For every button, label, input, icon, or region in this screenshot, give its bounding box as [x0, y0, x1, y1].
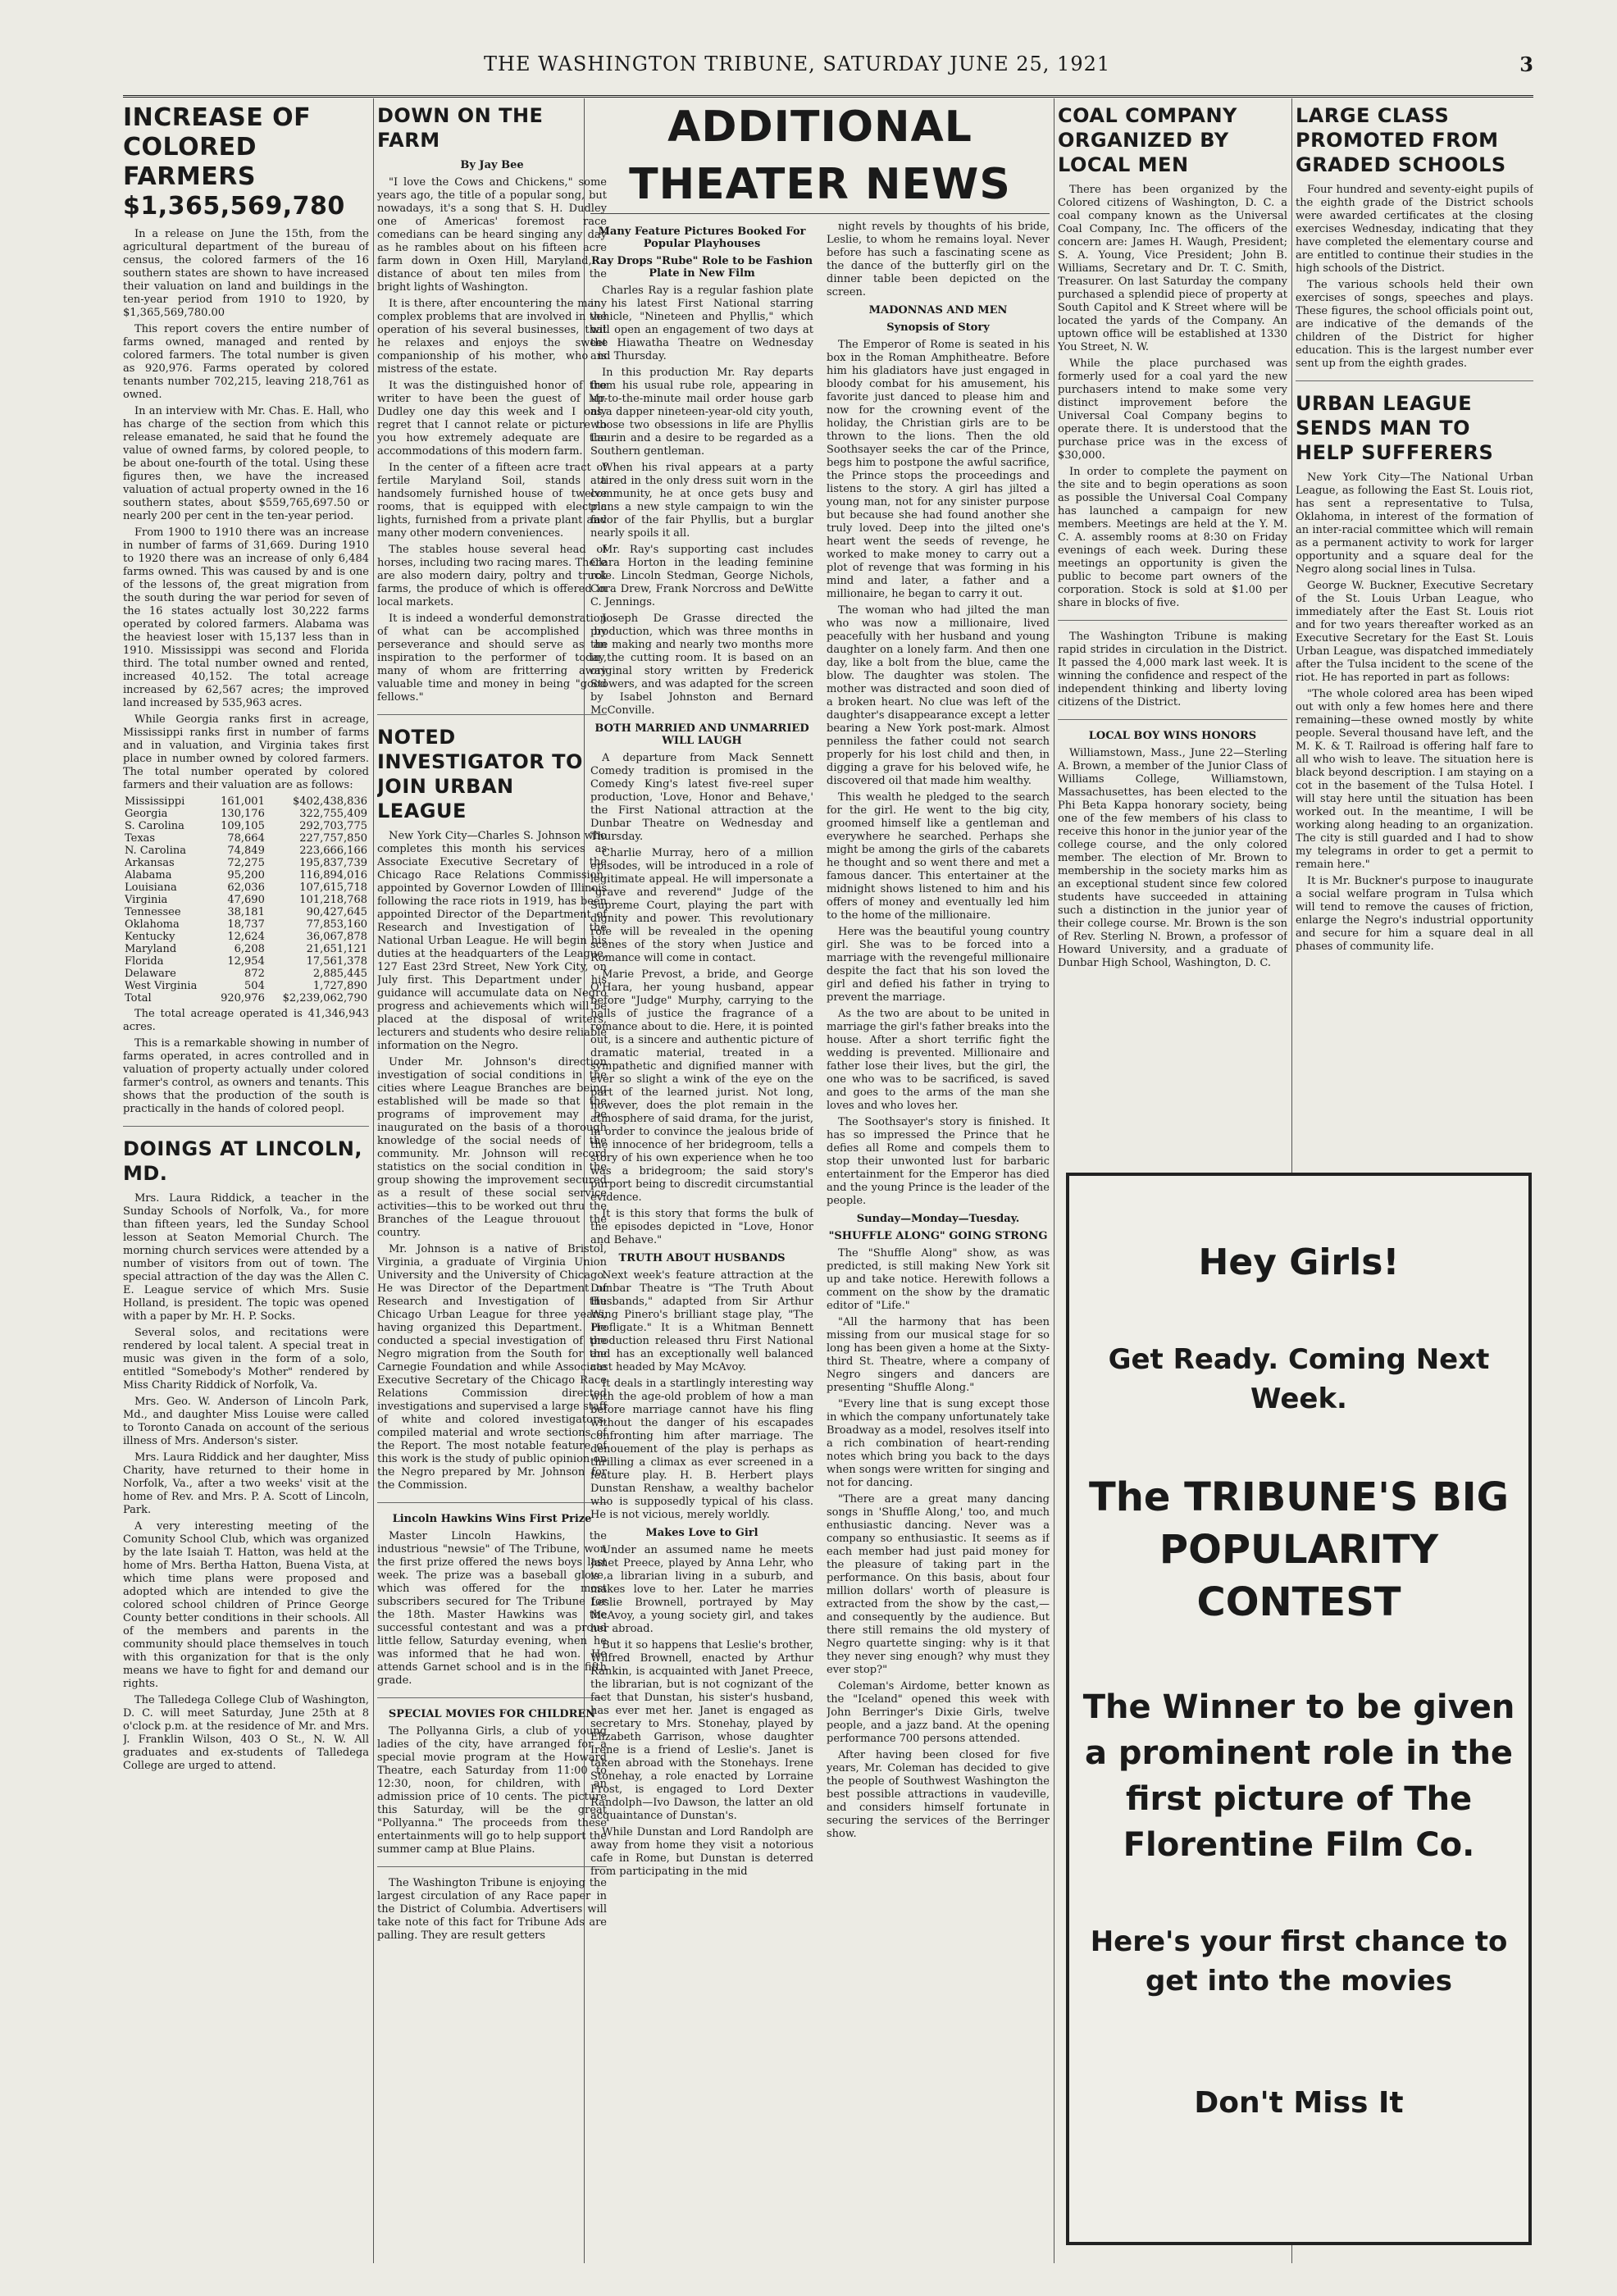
subheadline: BOTH MARRIED AND UNMARRIED WILL LAUGH [594, 722, 809, 747]
article-paragraph: There has been organized by the Colored citizens of Washington, D. C. a coal company known as the Universal Coal Company, Inc. The officers of the concern are: James H. Waugh, President; S. A. Young, Vice President; John B. Williams, Secretary and Dr. T. C. Smith, Treasurer. On last Saturday the company purchased a splendid piece of property at South Capitol and K Street where will be located the yards of the Company. An uptown office will be established at 1330 You Street, N. W. [1058, 184, 1287, 353]
farm-valuation: 90,427,645 [306, 906, 367, 918]
state-name: Virginia [125, 894, 168, 906]
subheadline: Makes Love to Girl [645, 1527, 758, 1539]
article-paragraph: The various schools held their own exercises of songs, speeches and plays. These figures, the school officials point out, are indicative of the demands of the children of the District for higher education. This is the largest number ever sent up from the eighth grades. [1296, 279, 1533, 370]
statistics-row [123, 906, 369, 918]
ad-call-to-action: Don't Miss It [1194, 2086, 1404, 2120]
article-paragraph: The Pollyanna Girls, a club of young ladies of the city, have arranged for a special movie program at the Howard Theatre, each Saturday from 11:00 to 12:30, noon, for children, with an admission price of 10 cents. The picture this Saturday, will be the great "Pollyanna." The proceeds from these entertainments will go to help support the summer camp at Blue Plains. [377, 1725, 607, 1856]
statistics-row [123, 968, 369, 980]
article-paragraph: In the center of a fifteen acre tract of fertile Maryland Soil, stands a handsomely furnished house of twelve rooms, that is equipped with electric lights, furnished from a private plant and many other modern conveniences. [377, 462, 607, 540]
divider [377, 1866, 607, 1867]
article-paragraph: After having been closed for five years, Mr. Coleman has decided to give the people of Southwest Washington the best possible attractions in vaudeville, and considers himself fortunate in securing the services of the Berringer show. [827, 1749, 1050, 1840]
article-paragraph: While Dunstan and Lord Randolph are away from home they visit a notorious cafe in Rome, but Dunstan is deterred from participating in the mid [590, 1826, 813, 1878]
state-name: Alabama [125, 869, 172, 882]
article-paragraph: Mr. Ray's supporting cast includes Clara Horton in the leading feminine role. Lincoln Stedman, George Nichols, Cora Drew, Frank Norcross and DeWitte C. Jennings. [590, 544, 813, 608]
farm-statistics-table [123, 795, 369, 1004]
article-paragraph: It is indeed a wonderful demonstration of what can be accomplished by perseverance and should serve as an inspiration to the performer of today, many of whom are fritterring away valuable time and money in being "good fellows." [377, 613, 607, 704]
article-paragraph: The Washington Tribune is enjoying the largest circulation of any Race paper in the District of Columbia. Advertisers will take note of this fact for Tribune Ads are palling. They are result getters [377, 1877, 607, 1942]
farm-count: 78,664 [227, 832, 265, 845]
state-name: Texas [125, 832, 156, 845]
masthead [123, 49, 1533, 98]
divider [123, 1126, 369, 1127]
article-paragraph: In this production Mr. Ray departs from his usual rube role, appearing in up-to-the-minute mail order house garb as a dapper nineteen-year-old city youth, whose two obsessions in life are Phyllis Laurin and a desire to be regarded as a Southern gentleman. [590, 367, 813, 458]
farm-count: 18,737 [227, 918, 265, 931]
article-paragraph: Charlie Murray, hero of a million episodes, will be introduced in a role of legitimate appeal. He will impersonate a "grave and reverend" Judge of the Supreme Court, playing the part with dignity and power. This revolutionary role will be revealed in the opening scenes of the story when Justice and Romance will come in contact. [590, 847, 813, 964]
article-paragraph: It is there, after encountering the many complex problems that are involved in the operation of his several businesses, that he relaxes and enjoys the sweet companionship of his mother, who is mistress of the estate. [377, 298, 607, 376]
article-paragraph: This wealth he pledged to the search for the girl. He went to the big city, groomed himself like a gentleman and everywhere he searched. Perhaps she might be among the girls of the cabarets he thought and so went there and met a famous dancer. This entertainer at the midnight shows listened to him and his offers of money and eventually led him to the home of the millionaire. [827, 791, 1050, 922]
farm-count: 6,208 [234, 943, 265, 955]
article-paragraph: Mrs. Laura Riddick, a teacher in the Sunday Schools of Norfolk, Va., for more than fifteen years, led the Sunday School lesson at Seaton Memorial Church. The morning church services were attended by a number of visitors from out of town. The special attraction of the day was the Allen C. E. League service of which Mrs. Susie Holland, is president. The topic was opened with a paper by Mr. H. P. Socks. [123, 1192, 369, 1323]
statistics-row [123, 820, 369, 832]
theater-subcolumn-right [827, 221, 1050, 1882]
statistics-row [123, 980, 369, 992]
statistics-row [123, 955, 369, 968]
state-name: N. Carolina [125, 845, 186, 857]
farm-valuation: 101,218,768 [299, 894, 367, 906]
divider [1296, 380, 1533, 381]
article-paragraph: Under an assumed name he meets Janet Preece, played by Anna Lehr, who is a librarian living in a suburb, and makes love to her. Later he marries Leslie Brownell, portrayed by May McAvoy, a young society girl, and takes her abroad. [590, 1544, 813, 1635]
article-paragraph: Coleman's Airdome, better known as the "Iceland" opened this week with John Berringer's Dixie Girls, twelve people, and a jazz band. At the opening performance 700 persons attended. [827, 1680, 1050, 1745]
article-paragraph: "Every line that is sung except those in which the company unfortunately take Broadway as a model, resolves itself into a rich combination of heart-rending notes which bring you back to the days when songs were written for singing and not for dancing. [827, 1398, 1050, 1489]
farm-count: 504 [244, 980, 265, 992]
state-name: Louisiana [125, 882, 177, 894]
headline-special-movies: SPECIAL MOVIES FOR CHILDREN [388, 1708, 596, 1720]
article-paragraph: night revels by thoughts of his bride, Leslie, to whom he remains loyal. Never before has such a fascinating scene as the dance of the butterfly girl on the dinner table been depicted on the screen. [827, 221, 1050, 298]
state-name: West Virginia [125, 980, 198, 992]
statistics-row [123, 894, 369, 906]
article-paragraph: Charles Ray is a regular fashion plate in his latest First National starring vehicle, "Nineteen and Phyllis," which will open an engagement of two days at the Hiawatha Theatre on Wednesday and Thursday. [590, 285, 813, 362]
article-paragraph: It was the distinguished honor of the writer to have been the guest of Mr. Dudley one day this week and I only regret that I cannot relate or picture to you how extremely adequate are the accommodations of this modern farm. [377, 380, 607, 458]
statistics-row [123, 845, 369, 857]
headline-urban-league: URBAN LEAGUE SENDS MAN TO HELP SUFFERERS [1296, 392, 1494, 464]
subheadline: Ray Drops "Rube" Role to be Fashion Plate in New Film [590, 255, 813, 280]
popularity-contest-advertisement [1066, 1173, 1532, 2245]
column-theater-news [590, 98, 1050, 2263]
farm-valuation: 116,894,016 [299, 869, 367, 882]
article-paragraph: It deals in a startlingly interesting way with the age-old problem of how a man before marriage cannot have his fling without the danger of his escapades confronting him after marriage. The denouement of the play is perhaps as thrilling a climax as ever screened in a feature play. H. B. Herbert plays Dunstan Renshaw, a wealthy bachelor who is supposedly typical of his class. He is not vicious, merely worldly. [590, 1378, 813, 1521]
state-name: Kentucky [125, 931, 175, 943]
article-paragraph: Mrs. Geo. W. Anderson of Lincoln Park, Md., and daughter Miss Louise were called to Toronto Canada on account of the serious illness of Mrs. Anderson's sister. [123, 1396, 369, 1447]
article-paragraph: Joseph De Grasse directed the production, which was three months in the making and nearly two months more in the cutting room. It is based on an original story written by Frederick Stowers, and was adapted for the screen by Isabel Johnston and Bernard McConville. [590, 613, 813, 717]
subheadline: Many Feature Pictures Booked For Popular Playhouses [598, 226, 806, 250]
farm-valuation: 107,615,718 [299, 882, 367, 894]
divider [377, 1697, 607, 1698]
farm-valuation: 1,727,890 [312, 980, 367, 992]
headline-local-boy-wins: LOCAL BOY WINS HONORS [1088, 730, 1257, 742]
farm-valuation: 227,757,850 [299, 832, 367, 845]
article-paragraph: This report covers the entire number of farms owned, managed and rented by colored farmers. The total number is given as 920,976. Farms operated by colored tenants number 702,215, leaving 218,761 as owned. [123, 323, 369, 401]
farm-valuation: 2,885,445 [312, 968, 367, 980]
headline-noted-investigator: NOTED INVESTIGATOR TO JOIN URBAN LEAGUE [377, 726, 583, 822]
ad-chance-text: Here's your first chance to get into the movies [1090, 1925, 1508, 1998]
divider [377, 1502, 607, 1503]
farm-valuation: 17,561,378 [306, 955, 367, 968]
column-rule [373, 98, 374, 2263]
byline: By Jay Bee [460, 159, 524, 171]
statistics-row [123, 943, 369, 955]
article-paragraph: Here was the beautiful young country girl. She was to be forced into a marriage with the revengeful millionaire despite the fact that his son loved the girl and defied his father in trying to prevent the marriage. [827, 926, 1050, 1004]
state-name: Tennessee [125, 906, 181, 918]
divider [377, 714, 607, 715]
article-paragraph: The Washington Tribune is making rapid strides in circulation in the District. It passed the 4,000 mark last week. It is winning the confidence and respect of the independent thinking and liberty loving citizens of the District. [1058, 631, 1287, 708]
headline-additional-theater-news: ADDITIONAL THEATER NEWS [590, 98, 1050, 214]
article-paragraph: Several solos, and recitations were rendered by local talent. A special treat in music was given in the form of a solo, entitled "Somebody's Mother" rendered by Miss Charity Riddick of Norfolk, Va. [123, 1327, 369, 1392]
article-paragraph: While Georgia ranks first in acreage, Mississippi ranks first in number of farms and in valuation, and Virginia takes first place in number owned by colored farmers. The total number operated by colored farmers and their valuation are as follows: [123, 713, 369, 791]
headline-lincoln-hawkins: Lincoln Hawkins Wins First Prize [392, 1513, 592, 1525]
column-coal-company [1058, 98, 1287, 1156]
article-paragraph: George W. Buckner, Executive Secretary of the St. Louis Urban League, who immediately after the East St. Louis riot and for two years thereafter worked as an Executive Secretary for the East St. Louis Urban League, was dispatched immediately after the Tulsa incident to the scene of the riot. He has reported in part as follows: [1296, 580, 1533, 684]
divider [1058, 620, 1287, 621]
article-paragraph: New York City—Charles S. Johnson who completes this month his services as Associate Executive Secretary of the Chicago Race Relations Commission, appointed by Governor Lowden of Illinois following the race riots in 1919, has been appointed Director of the Department of Research and Investigation of the National Urban League. He will begin his duties at the headquarters of the League, 127 East 23rd Street, New York City, on July first. This Department under his guidance will accumulate data on Negro progress and achievements which will be placed at the disposal of writers, lecturers and students who desire reliable information on the Negro. [377, 830, 607, 1052]
farm-valuation: 322,755,409 [299, 808, 367, 820]
article-paragraph: When his rival appears at a party attired in the only dress suit worn in the community, he at once gets busy and plans a new style campaign to win the favor of the fair Phyllis, but a burglar nearly spoils it all. [590, 462, 813, 540]
article-paragraph: In order to complete the payment on the site and to begin operations as soon as possible the Universal Coal Company has launched a campaign for new members. Meetings are held at the Y. M. C. A. assembly rooms at 8:30 on Friday evenings of each week. During these meetings an opportunity is given the public to become part owners of the corporation. Stock is sold at $1.00 per share in blocks of five. [1058, 466, 1287, 609]
article-paragraph: New York City—The National Urban League, as following the East St. Louis riot, has sent a representative to Tulsa, Oklahoma, in interest of the formation of an inter-racial committee which will remain as a permanent activity to work for larger opportunity and a square deal for the Negro along social lines in Tulsa. [1296, 472, 1533, 576]
farm-count: 12,624 [227, 931, 265, 943]
newspaper-dateline: THE WASHINGTON TRIBUNE, SATURDAY JUNE 25, 1921 [484, 52, 1111, 75]
ad-subline: Get Ready. Coming Next Week. [1108, 1343, 1490, 1415]
article-paragraph: The Emperor of Rome is seated in his box in the Roman Amphitheatre. Before him his gladiators have just engaged in bloody combat for his amusement, his favorite just danced to please him and now for the crowning event of the holiday, the Christian girls are to be thrown to the lions. Then the old Soothsayer seeks the car of the Prince, begs him to postpone the awful sacrifice, the Prince stops the proceedings and listens to the story. A girl has jilted a young man, not for any sinister purpose but because she had found another she truly loved. Deep into the jilted one's heart went the seeds of revenge, he worked to make money to carry out a plot of revenge that was forming in his mind and later, a father and a millionaire, he began to carry it out. [827, 339, 1050, 600]
article-paragraph: The Talledega College Club of Washington, D. C. will meet Saturday, June 25th at 8 o'clock p.m. at the residence of Mr. and Mrs. J. Franklin Wilson, 403 O St., N. W. All graduates and ex-students of Talledega College are urged to attend. [123, 1694, 369, 1772]
farm-valuation: $402,438,836 [293, 795, 367, 808]
farm-valuation: 195,837,739 [299, 857, 367, 869]
article-paragraph: Marie Prevost, a bride, and George O'Hara, her young husband, appear before "Judge" Murphy, carrying to the halls of justice the fragrance of a romance about to die. Here, it is pointed out, is a sincere and authentic picture of dramatic material, treated in a sympathetic and dignified manner with ever so slight a wink of the eye on the part of the learned jurist. Not long, however, does the plot remain in the atmosphere of said drama, for the jurist, in order to convince the jealous bride of the innocence of her bridegroom, tells a story of his own experience when he too was a bridegroom; the said story's purport being to discredit circumstantial evidence. [590, 968, 813, 1204]
subheadline: "SHUFFLE ALONG" GOING STRONG [828, 1230, 1048, 1242]
state-name: Delaware [125, 968, 176, 980]
article-paragraph: The stables house several head of horses, including two racing mares. There are also modern dairy, poltry and truck farms, the produce of which is offered in local markets. [377, 544, 607, 608]
farm-count: 12,954 [227, 955, 265, 968]
divider [1058, 719, 1287, 720]
article-paragraph: Mrs. Laura Riddick and her daughter, Miss Charity, have returned to their home in Norfolk, Va., after a two weeks' visit at the home of Rev. and Mrs. P. A. Scott of Lincoln, Park. [123, 1451, 369, 1516]
farm-count: 95,200 [227, 869, 265, 882]
farm-count: 161,001 [221, 795, 265, 808]
farm-valuation: 292,703,775 [299, 820, 367, 832]
article-paragraph: The Soothsayer's story is finished. It has so impressed the Prince that he defies all Rome and compels them to stop their unwonted lust for barbaric entertainment for the Emperor has died and the young Prince is the leader of the people. [827, 1116, 1050, 1207]
page-number: 3 [1519, 52, 1533, 76]
headline-doings-at-lincoln: DOINGS AT LINCOLN, MD. [123, 1137, 362, 1185]
statistics-row [123, 869, 369, 882]
article-paragraph: In an interview with Mr. Chas. E. Hall, who has charge of the section from which this release emanated, he said that he found the value of owned farms, by colored people, to be about one-fourth of the total. Using these figures then, we have the increased valuation of actual property owned in the 16 southern states, about $559,765,697.50 or nearly 200 per cent in the ten-year period. [123, 405, 369, 522]
ad-headline: Hey Girls! [1198, 1241, 1400, 1283]
subheadline: Sunday—Monday—Tuesday. [856, 1213, 1020, 1225]
article-paragraph: It is this story that forms the bulk of the episodes depicted in "Love, Honor and Behave." [590, 1208, 813, 1246]
statistics-row [123, 832, 369, 845]
state-name: Florida [125, 955, 164, 968]
article-paragraph: Mr. Johnson is a native of Bristol, Virginia, a graduate of Virginia Union University and the University of Chicago. He was Director of the Department of Research and Investigation of the Chicago Urban League for three years, having organized this Department. He conducted a special investigation of the Negro migration from the South for the Carnegie Foundation and while Associate Executive Secretary of the Chicago Race Relations Commission directed investigations and supervised a large staff of white and colored investigators, compiled material and wrote sections of the Report. The most notable feature of this work is the study of public opinion on the Negro prepared by Mr. Johnson for the Commission. [377, 1243, 607, 1492]
article-paragraph: The woman who had jilted the man who was now a millionaire, lived peacefully with her husband and young daughter on a lonely farm. And then one day, like a bolt from the blue, came the blow. The daughter was stolen. The mother was distracted and soon died of a broken heart. No clue was left of the daughter's disappearance except a letter bearing a New York post-mark. Almost penniless the father could not search properly for his lost child and then, in digging a grave for his beloved wife, he discovered oil that made him wealthy. [827, 604, 1050, 787]
article-paragraph: Williamstown, Mass., June 22—Sterling A. Brown, a member of the Junior Class of Williams College, Williamstown, Massachusettes, has been elected to the Phi Beta Kappa honorary society, being one of the few members of his class to receive this honor in the junior year of the college course, and the only colored member. The election of Mr. Brown to membership in the society marks him as an exceptional student since few colored students have succeeded in attaining such a distinction in the junior year of their college course. Mr. Brown is the son of Rev. Sterling N. Brown, a professor of Howard University, and a graduate of Dunbar High School, Washington, D. C. [1058, 747, 1287, 969]
article-paragraph: "I love the Cows and Chickens," some years ago, the title of a popular song, but nowadays, it's a song that S. H. Dudley one of Americas' foremost race comedians can be heard singing any day as he rambles about on his fifteen acre farm down in Oxen Hill, Maryland, a distance of about ten miles from the bright lights of Washington. [377, 176, 607, 294]
headline-down-on-the-farm: DOWN ON THE FARM [377, 104, 544, 152]
farm-count: 74,849 [227, 845, 265, 857]
statistics-row [123, 795, 369, 808]
article-paragraph: "There are a great many dancing songs in 'Shuffle Along,' too, and much enthusiastic dancing. Never was a company so enthusiastic. It seems as if each member had just paid money for the pleasure of taking part in the performance. On this basis, about four million dollars' worth of pleasure is extracted from the show by the cast,—and consequently by the audience. But there still remains the old mystery of Negro quartette singing: why is it that they never sing enough? why must they ever stop?" [827, 1493, 1050, 1676]
farm-count: 62,036 [227, 882, 265, 894]
statistics-row [123, 918, 369, 931]
subheadline: TRUTH ABOUT HUSBANDS [618, 1252, 786, 1264]
farm-valuation: 77,853,160 [306, 918, 367, 931]
article-paragraph: Next week's feature attraction at the Dunbar Theatre is "The Truth About Husbands," adapted from Sir Arthur Wing Pinero's brilliant stage play, "The Profligate." It is a Whitman Bennett production released thru First National and has an exceptionally well balanced cast headed by May McAvoy. [590, 1269, 813, 1374]
theater-subcolumn-left [590, 221, 813, 1882]
statistics-total-row: Total 920,976 $2,239,062,790 [125, 992, 367, 1004]
article-paragraph: The total acreage operated is 41,346,943 acres. [123, 1008, 369, 1033]
article-paragraph: The "Shuffle Along" show, as was predicted, is still making New York sit up and take notice. Herewith follows a comment on the show by the dramatic editor of "Life." [827, 1247, 1050, 1312]
article-paragraph: Master Lincoln Hawkins, the industrious "newsie" of The Tribune, won the first prize offered the news boys last week. The prize was a baseball glove, which was offered for the most subscribers secured for The Tribune for the 18th. Master Hawkins was the successful contestant and was a proud little fellow, Saturday evening, when he was informed that he had won. He attends Garnet school and is in the fifth grade. [377, 1530, 607, 1687]
subheadline: MADONNAS AND MEN [868, 304, 1008, 317]
statistics-row [123, 808, 369, 820]
article-paragraph: As the two are about to be united in marriage the girl's father breaks into the house. After a short terrific fight the wedding is prevented. Millionaire and father lose their lives, but the girl, the one who was to be sacrificed, is saved and goes to the arms of the man she loves and who loves her. [827, 1008, 1050, 1112]
headline-coal-company: COAL COMPANY ORGANIZED BY LOCAL MEN [1058, 104, 1237, 176]
article-paragraph: A departure from Mack Sennett Comedy tradition is promised in the Comedy King's latest five-reel super production, 'Love, Honor and Behave,' the First National attraction at the Dunbar Theatre on Wednesday and Thursday. [590, 752, 813, 843]
article-paragraph: It is Mr. Buckner's purpose to inaugurate a social welfare program in Tulsa which will tend to remove the causes of friction, enlarge the Negro's industrial opportunity and secure for him a square deal in all phases of community life. [1296, 875, 1533, 953]
farm-count: 872 [244, 968, 265, 980]
ad-prize-text: The Winner to be given a prominent role in the first picture of The Florentine Film Co. [1082, 1688, 1515, 1864]
statistics-row [123, 931, 369, 943]
article-paragraph: Four hundred and seventy-eight pupils of the eighth grade of the District schools were awarded certificates at the closing exercises Wednesday, indicating that they have completed the elementary course and are entitled to continue their studies in the high schools of the District. [1296, 184, 1533, 275]
state-name: Mississippi [125, 795, 185, 808]
state-name: Arkansas [125, 857, 175, 869]
statistics-row [123, 882, 369, 894]
headline-colored-farmers: INCREASE OF COLORED FARMERS $1,365,569,780 [123, 103, 345, 221]
farm-count: 47,690 [227, 894, 265, 906]
article-paragraph: In a release on June the 15th, from the agricultural department of the bureau of census, the colored farmers of the 16 southern states are shown to have increased their valuation on land and buildings in the ten-year period from 1910 to 1920, by $1,365,569,780.00 [123, 228, 369, 319]
headline-large-class: LARGE CLASS PROMOTED FROM GRADED SCHOOLS [1296, 104, 1506, 176]
farm-valuation: 223,666,166 [299, 845, 367, 857]
farm-count: 109,105 [221, 820, 265, 832]
ad-contest-title: The TRIBUNE'S BIG POPULARITY CONTEST [1088, 1474, 1510, 1625]
article-paragraph: A very interesting meeting of the Comunity School Club, which was organized by the late Isaiah T. Hatton, was held at the home of Mrs. Bertha Hatton, Buena Vista, at which time plans were proposed and adopted which are intended to give the colored school children of Prince George County better conditions in their schools. All of the members and parents in the community should place themselves in touch with this organization for that is the only means we have to fight for and demand our rights. [123, 1520, 369, 1690]
farm-count: 130,176 [221, 808, 265, 820]
state-name: S. Carolina [125, 820, 184, 832]
state-name: Oklahoma [125, 918, 180, 931]
column-down-on-the-farm [377, 98, 607, 2263]
state-name: Maryland [125, 943, 177, 955]
article-paragraph: But it so happens that Leslie's brother, Wilfred Brownell, enacted by Arthur Rankin, is acquainted with Janet Preece, the librarian, but is not cognizant of the fact that Dunstan, his sister's husband, has ever met her. Janet is engaged as secretary to Mrs. Stonehay, played by Elizabeth Garrison, whose daughter Irene is a friend of Leslie's. Janet is taken abroad with the Stonehays. Irene Stonehay, a role enacted by Lorraine Frost, is engaged to Lord Dexter Randolph—Ivo Dawson, the latter an old acquaintance of Dunstan's. [590, 1639, 813, 1822]
subheadline: Synopsis of Story [886, 321, 990, 334]
farm-count: 38,181 [227, 906, 265, 918]
state-name: Georgia [125, 808, 168, 820]
farm-valuation: 36,067,878 [306, 931, 367, 943]
article-paragraph: "The whole colored area has been wiped out with only a few homes here and there remaining—these owned mostly by white people. Several thousand have left, and the M. K. & T. Railroad is offering half fare to all who wish to leave. The situation here is black beyond description. I am staying on a cot in the basement of the Tulsa Hotel. I will stay here until the situation has been worked out. In the meantime, I will be working along heading to an organization. The city is still guarded and I had to show my telegrams in order to get a permit to remain here." [1296, 688, 1533, 871]
article-paragraph: "All the harmony that has been missing from our musical stage for so long has been given a home at the Sixty-third St. Theatre, where a company of Negro singers and dancers are presenting "Shuffle Along." [827, 1316, 1050, 1394]
statistics-row [123, 857, 369, 869]
farm-valuation: 21,651,121 [306, 943, 367, 955]
article-paragraph: While the place purchased was formerly used for a coal yard the new purchasers intend to make some very distinct improvement before the Universal Coal Company begins to operate there. It is understood that the purchase price was in the excess of $30,000. [1058, 358, 1287, 462]
article-paragraph: From 1900 to 1910 there was an increase in number of farms of 31,669. During 1910 to 1920 there was an increase of only 6,484 farms owned. This was caused by and is one of the lessons of, the great migration from the south during the war period for seven of the 16 states actually lost 30,222 farms operated by colored farmers. Alabama was the heaviest loser with 15,137 less than in 1910. Mississippi was second and Florida third. The total number owned and rented, increased 40,152. The total acreage increased by 62,567 acres; the improved land increased by 535,963 acres. [123, 526, 369, 709]
article-paragraph: This is a remarkable showing in number of farms operated, in acres controlled and in valuation of property actually under colored farmer's control, as owners and tenants. This shows that the production of the south is practically in the hands of colored peopl. [123, 1037, 369, 1115]
article-paragraph: Under Mr. Johnson's direction investigation of social conditions in the cities where League Branches are being established will be made so that the programs of improvement may be inaugurated on the basis of a thorough knowledge of the social needs of the community. Mr. Johnson will record statistics on the social condition in the group showing the improvement secured as a result of these social service activities—this to be worked out thru the Branches of the League throuout the country. [377, 1056, 607, 1239]
column-large-class [1296, 98, 1533, 1156]
farm-count: 72,275 [227, 857, 265, 869]
column-farmers [123, 98, 369, 2263]
